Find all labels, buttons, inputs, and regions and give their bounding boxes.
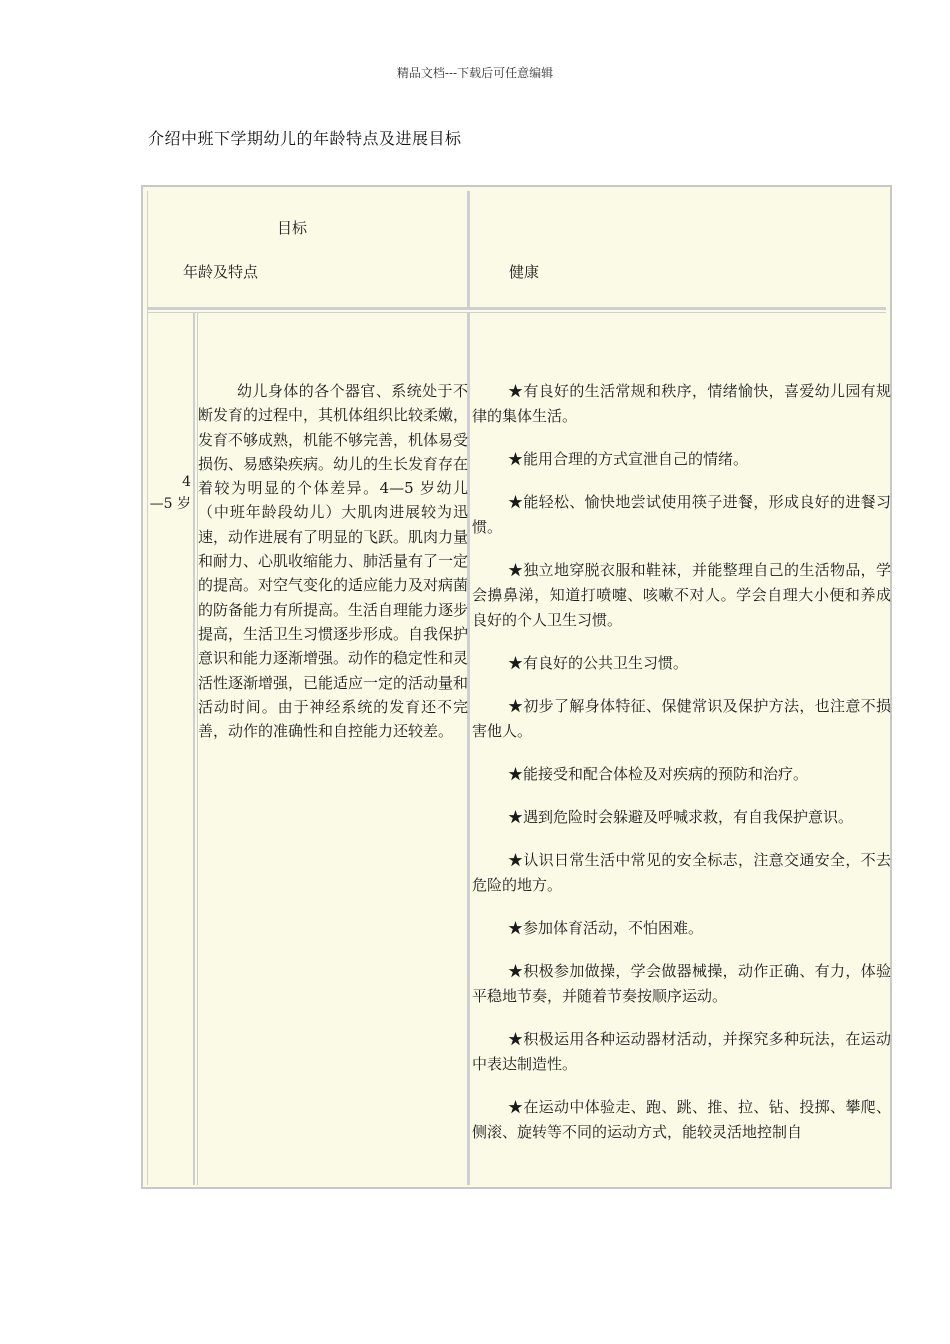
header-target-label: 目标 [277,219,308,237]
goal-item: ★参加体育活动，不怕困难。 [508,919,704,937]
age-range-line2: —5 岁 [149,496,191,512]
header-bottom-rule-inner [147,312,886,313]
header-bottom-rule [147,307,886,310]
header-age-label: 年龄及特点 [183,263,259,281]
goal-item: ★能接受和配合体检及对疾病的预防和治疗。 [508,765,809,783]
age-range-cell [147,471,191,515]
goal-item: ★有良好的生活常规和秩序，情绪愉快，喜爱幼儿园有规律的集体生活。 [472,382,891,425]
goal-item: ★能用合理的方式宣泄自己的情绪。 [508,450,749,468]
page-header-note: 精品文档---下载后可任意编辑 [396,66,554,80]
goals-table [141,185,892,1189]
header-divider [467,191,470,308]
age-characteristics-text: 幼儿身体的各个器官、系统处于不断发育的过程中，其机体组织比较柔嫩，发育不够成熟，机能不够完善，机体易受损伤、易感染疾病。幼儿的生长发育存在着较为明显的个体差异。4—5 岁幼儿（中班年龄段幼儿）大肌肉进展较为迅速，动作进展有了明显的飞跃。肌肉力量和耐力、心肌收缩能力、肺活量有了一定的提高。对空气变化的适应能力及对病菌的防备能力有所提高。生活自理能力逐步提高，生活卫生习惯逐步形成。自我保护意识和能力逐渐增强。动作的稳定性和灵活性逐渐增强，已能适应一定的活动量和活动时间。由于神经系统的发育还不完善，动作的准确性和自控能力还较差。 [198,382,469,741]
goal-item: ★遇到危险时会躲避及呼喊求救，有自我保护意识。 [508,808,854,826]
goal-item: ★认识日常生活中常见的安全标志，注意交通安全，不去危险的地方。 [472,851,891,894]
left-inner-border [147,191,148,1185]
header-health-label: 健康 [509,263,540,281]
goal-item: ★积极参加做操，学会做器械操，动作正确、有力，体验平稳地节奏，并随着节奏按顺序运动。 [472,962,891,1005]
document-title: 介绍中班下学期幼儿的年龄特点及进展目标 [148,129,462,148]
goal-item: ★在运动中体验走、跑、跳、推、拉、钻、投掷、攀爬、侧滚、旋转等不同的运动方式，能较灵活地控制自 [472,1098,891,1141]
health-goals-list [472,379,891,1185]
age-range-line1: 4 [182,474,191,490]
goal-item: ★初步了解身体特征、保健常识及保护方法，也注意不损害他人。 [472,697,891,740]
goal-item: ★能轻松、愉快地尝试使用筷子进餐，形成良好的进餐习惯。 [472,493,891,536]
goal-item: ★有良好的公共卫生习惯。 [508,654,689,672]
age-column-divider [193,313,195,1185]
goal-item: ★积极运用各种运动器材活动，并探究多种玩法，在运动中表达制造性。 [472,1030,891,1073]
goal-item: ★独立地穿脱衣服和鞋袜，并能整理自己的生活物品，学会擤鼻涕，知道打喷嚏、咳嗽不对人。学会自理大小便和养成良好的个人卫生习惯。 [472,561,891,629]
